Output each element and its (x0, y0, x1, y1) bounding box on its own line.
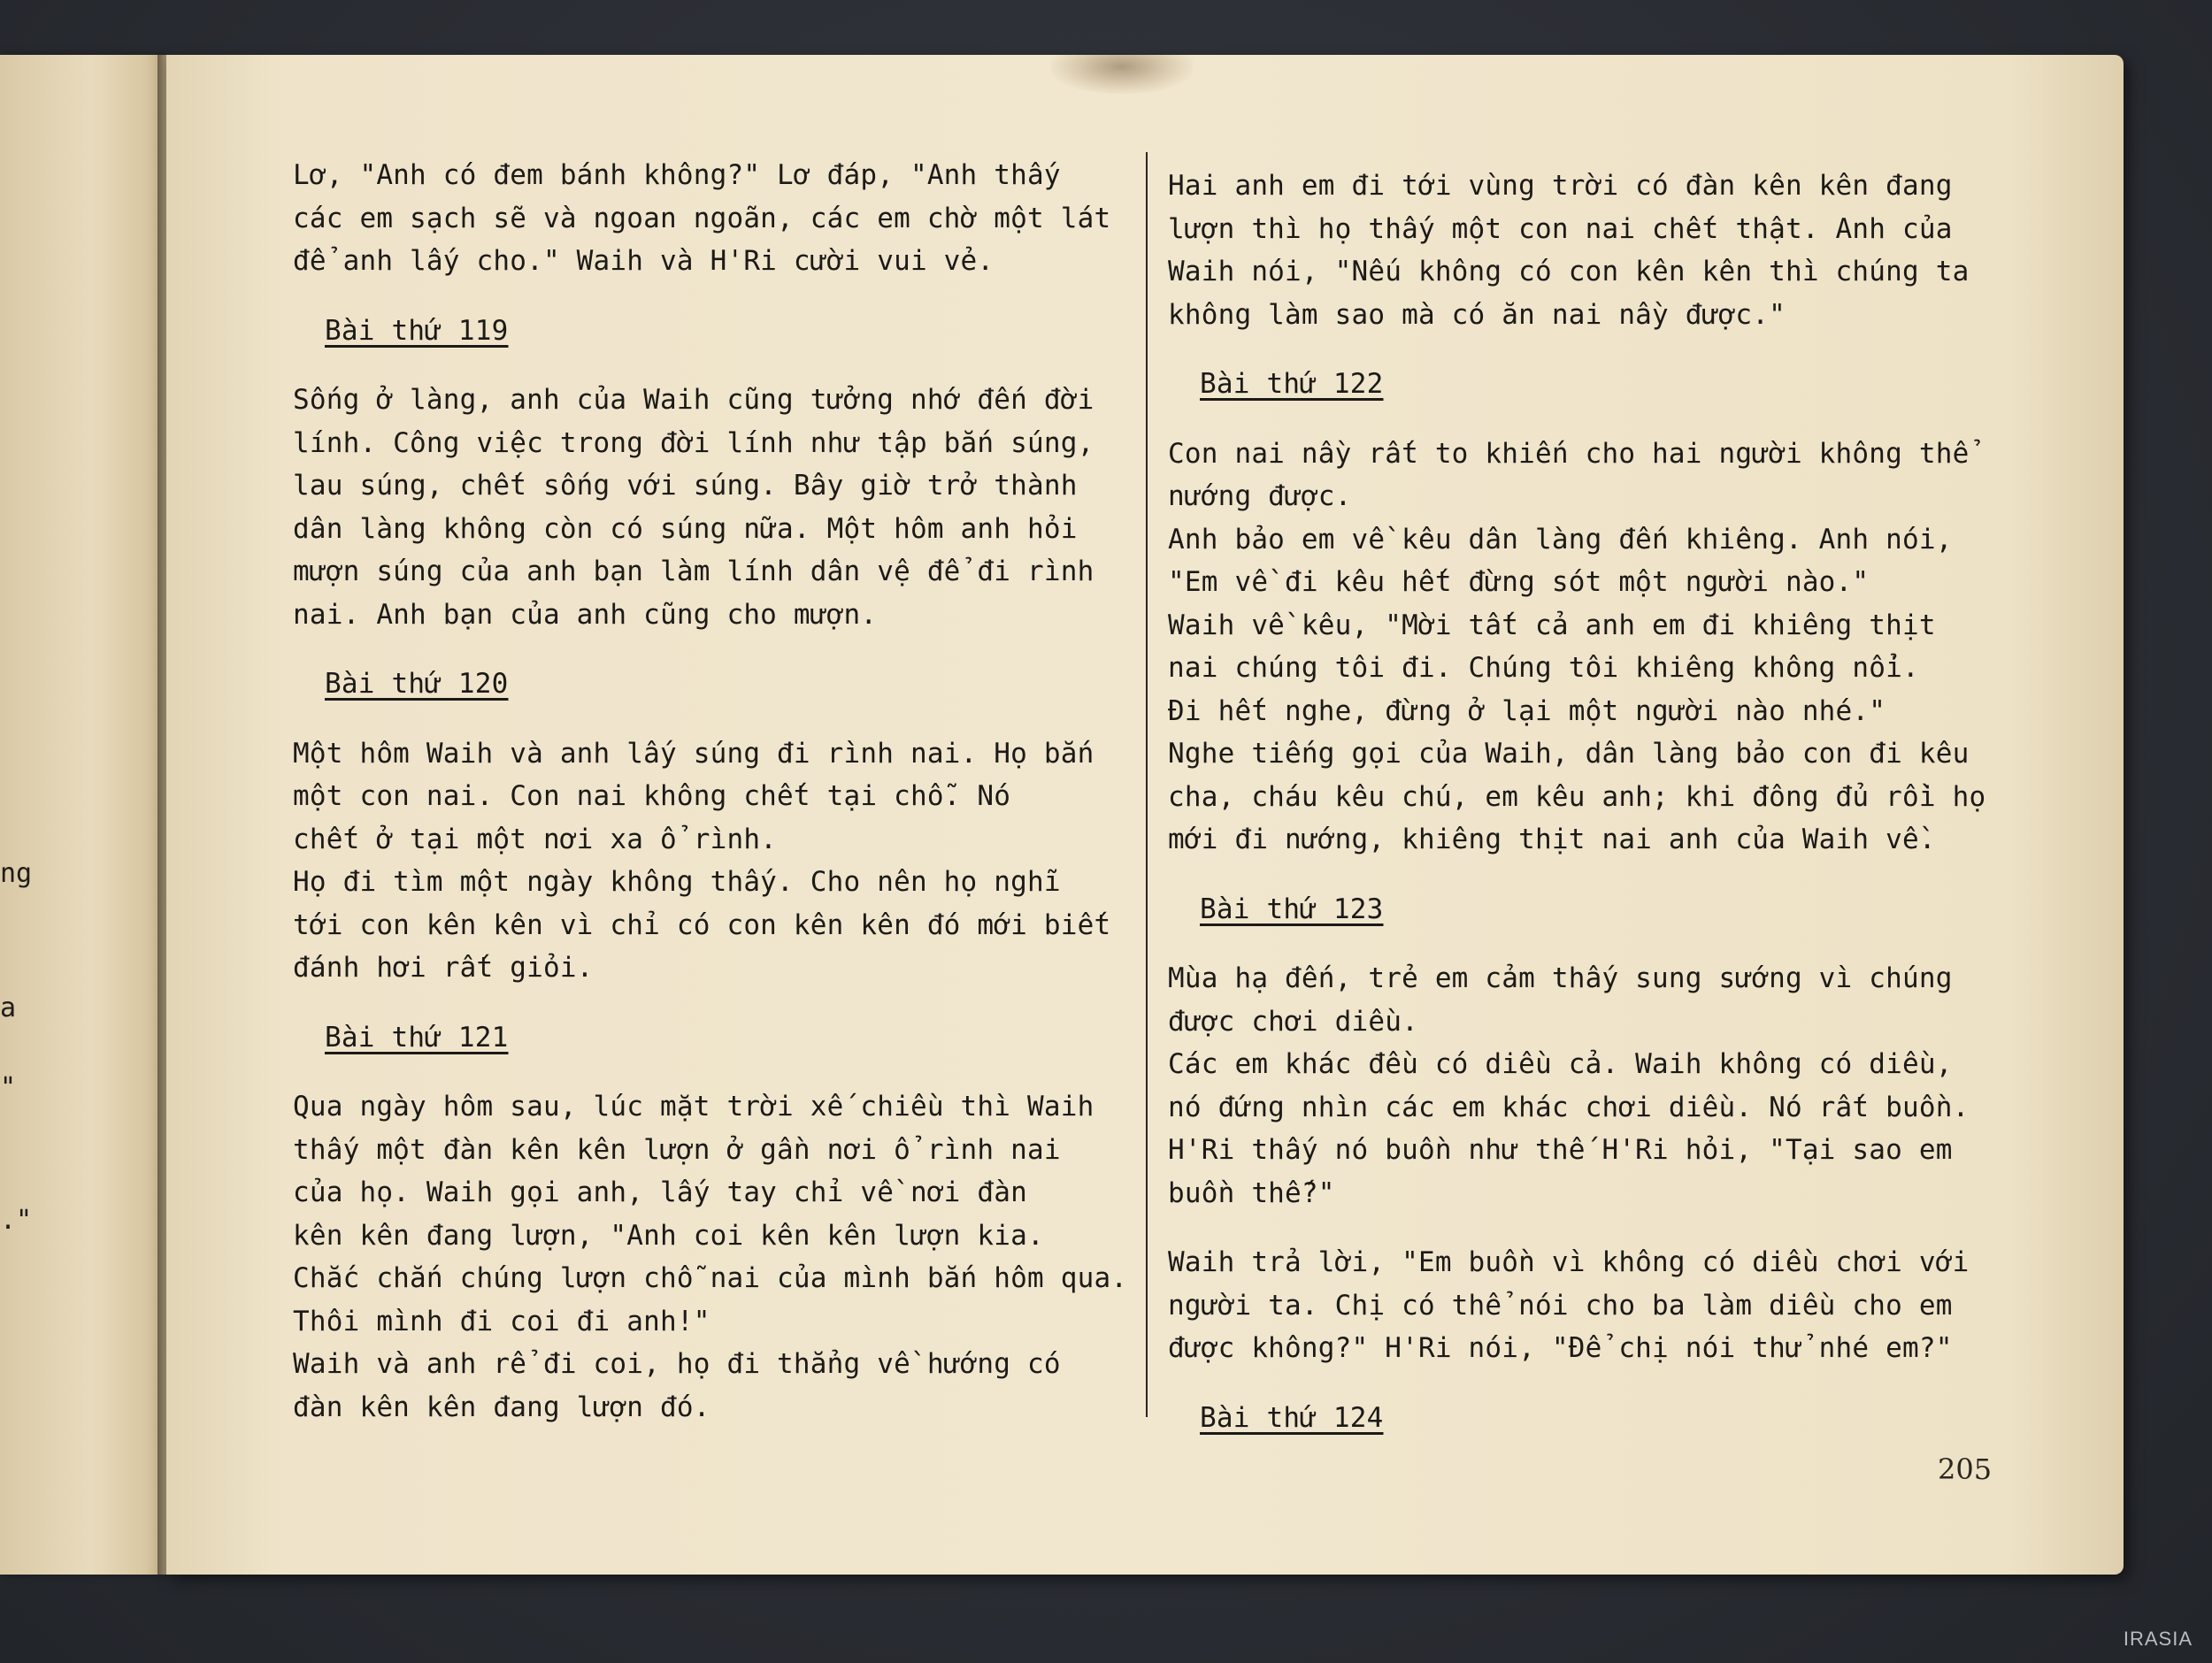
lesson-heading: Bài thứ 120 (325, 668, 509, 700)
text-line: không làm sao mà có ăn nai nầy được." (1168, 298, 1786, 331)
text-line: người ta. Chị có thể nói cho ba làm diều cho em (1168, 1289, 1953, 1322)
text-line: nai chúng tôi đi. Chúng tôi khiêng không nổi. (1168, 652, 1919, 684)
text-line: cha, cháu kêu chú, em kêu anh; khi đông đủ rồi họ (1168, 780, 1986, 813)
paper-stain (1051, 55, 1193, 94)
text-line: được không?" H'Ri nói, "Để chị nói thử nhé em?" (1168, 1332, 1953, 1364)
text-line: lượn thì họ thấy một con nai chết thật. Anh của (1168, 212, 1953, 245)
margin-fragment: ." (0, 1205, 33, 1236)
text-line: buồn thế?" (1168, 1176, 1335, 1209)
text-line: mới đi nướng, khiêng thịt nai anh của Waih về. (1168, 824, 1936, 855)
text-line: H'Ri thấy nó buồn như thế H'Ri hỏi, "Tại sao em (1168, 1134, 1953, 1166)
text-line: Thôi mình đi coi đi anh!" (293, 1305, 710, 1337)
margin-fragment: ng (0, 858, 33, 889)
text-line: mượn súng của anh bạn làm lính dân vệ để đi rình (293, 556, 1094, 587)
text-line: Mùa hạ đến, trẻ em cảm thấy sung sướng vì chúng (1168, 962, 1953, 994)
text-line: nai. Anh bạn của anh cũng cho mượn. (293, 598, 878, 631)
text-line: Qua ngày hôm sau, lúc mặt trời xế chiều thì Waih (293, 1091, 1094, 1123)
previous-page-edge (0, 55, 166, 1575)
lesson-heading-line (293, 310, 1127, 353)
lesson-heading-line (1168, 363, 1985, 406)
text-line: một con nai. Con nai không chết tại chỗ. Nó (293, 780, 1011, 812)
paragraph-gap (293, 283, 1127, 310)
paragraph-gap (293, 706, 1127, 732)
text-line: Waih nói, "Nếu không có con kên kên thì chúng ta (1168, 256, 1970, 287)
text-line: Waih và anh rể đi coi, họ đi thẳng về hướng có (293, 1348, 1061, 1380)
lesson-heading: Bài thứ 124 (1200, 1401, 1384, 1434)
text-line: Các em khác đều có diều cả. Waih không có diều, (1168, 1048, 1953, 1080)
paragraph-gap (293, 990, 1127, 1016)
text-line: Nghe tiếng gọi của Waih, dân làng bảo con đi kêu (1168, 738, 1970, 770)
text-line: kên kên đang lượn, "Anh coi kên kên lượn kia. (293, 1219, 1044, 1252)
lesson-heading-line (293, 1016, 1127, 1060)
text-line: đánh hơi rất giỏi. (293, 952, 594, 984)
text-line: Chắc chắn chúng lượn chỗ nai của mình bắn hôm qua. (293, 1262, 1128, 1294)
text-line: để anh lấy cho." Waih và H'Ri cười vui vẻ. (293, 245, 995, 277)
lesson-heading: Bài thứ 122 (1200, 368, 1384, 400)
text-line: tới con kên kên vì chỉ có con kên kên đó mới biết (293, 908, 1111, 941)
paragraph-gap (1168, 862, 1985, 888)
lesson-heading-line (1168, 1397, 1985, 1440)
text-line: của họ. Waih gọi anh, lấy tay chỉ về nơi đàn (293, 1176, 1027, 1208)
book-page (166, 55, 2124, 1575)
left-text-column (293, 154, 1127, 1429)
paragraph-gap (293, 1059, 1127, 1085)
text-line: "Em về đi kêu hết đừng sót một người nào." (1168, 566, 1870, 598)
text-line: thấy một đàn kên kên lượn ở gần nơi ổ rình nai (293, 1133, 1061, 1166)
text-line: Con nai nầy rất to khiến cho hai người không thể (1168, 437, 1970, 470)
lesson-heading-line (293, 663, 1127, 706)
text-line: Hai anh em đi tới vùng trời có đàn kên kên đang (1168, 170, 1953, 202)
text-line: lau súng, chết sống với súng. Bây giờ trở thành (293, 470, 1078, 502)
right-text-column (1168, 165, 1985, 1439)
text-line: đàn kên kên đang lượn đó. (293, 1391, 710, 1423)
text-line: nó đứng nhìn các em khác chơi diều. Nó rất buồn. (1168, 1091, 1970, 1123)
paragraph-gap (293, 352, 1127, 379)
text-line: chết ở tại một nơi xa ổ rình. (293, 823, 778, 855)
paragraph-gap (1168, 1370, 1985, 1397)
paragraph-gap (1168, 406, 1985, 433)
margin-fragment: a (0, 992, 17, 1023)
text-line: Họ đi tìm một ngày không thấy. Cho nên họ nghĩ (293, 866, 1061, 898)
margin-fragment: " (0, 1072, 17, 1103)
paragraph-gap (1168, 1215, 1985, 1241)
text-line: Một hôm Waih và anh lấy súng đi rình nai. Họ bắn (293, 737, 1094, 770)
page-number: 205 (1938, 1452, 1993, 1486)
text-line: Anh bảo em về kêu dân làng đến khiêng. Anh nói, (1168, 523, 1953, 556)
text-line: nướng được. (1168, 480, 1352, 512)
text-line: Waih trả lời, "Em buồn vì không có diều chơi với (1168, 1246, 1970, 1278)
text-line: Đi hết nghe, đừng ở lại một người nào nhé." (1168, 694, 1886, 727)
text-line: lính. Công việc trong đời lính như tập bắn súng, (293, 426, 1094, 459)
lesson-heading-line (1168, 888, 1985, 931)
text-line: dân làng không còn có súng nữa. Một hôm anh hỏi (293, 512, 1078, 545)
column-divider (1146, 152, 1148, 1417)
text-line: Sống ở làng, anh của Waih cũng tưởng nhớ đến đời (293, 384, 1094, 416)
lesson-heading: Bài thứ 123 (1200, 893, 1384, 925)
text-line: các em sạch sẽ và ngoan ngoãn, các em chờ một lát (293, 202, 1111, 234)
paragraph-gap (1168, 931, 1985, 957)
text-line: Waih về kêu, "Mời tất cả anh em đi khiêng thịt (1168, 609, 1936, 641)
watermark: IRASIA (2123, 1628, 2193, 1650)
lesson-heading: Bài thứ 121 (325, 1021, 509, 1054)
lesson-heading: Bài thứ 119 (325, 314, 509, 347)
text-line: được chơi diều. (1168, 1005, 1418, 1038)
text-line: Lơ, "Anh có đem bánh không?" Lơ đáp, "Anh thấy (293, 159, 1061, 191)
paragraph-gap (293, 636, 1127, 663)
paragraph-gap (1168, 336, 1985, 363)
